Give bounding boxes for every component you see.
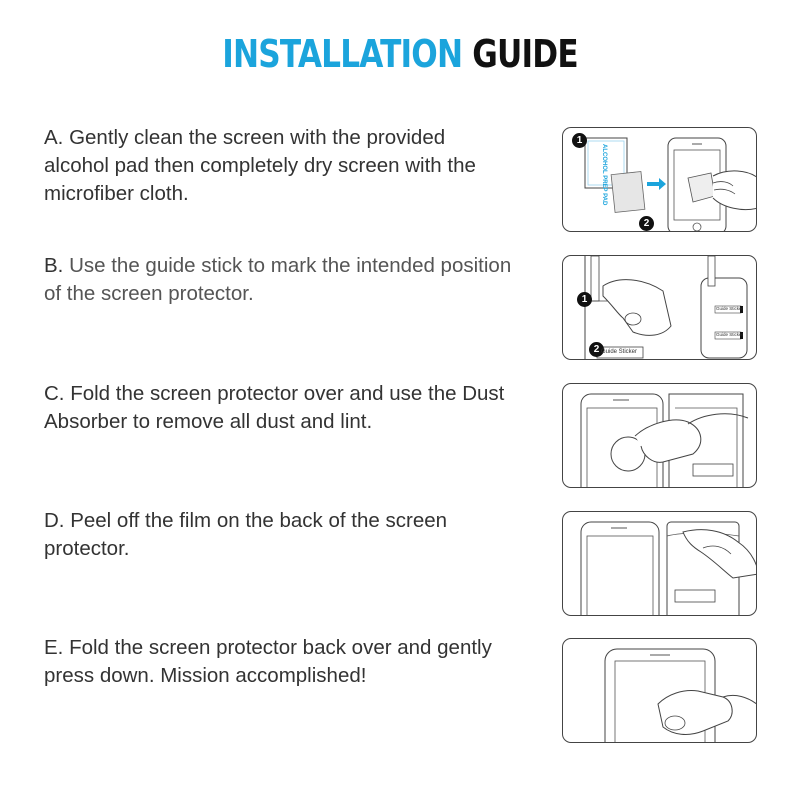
step-e-illustration bbox=[562, 638, 757, 743]
step-a-badge-2: 2 bbox=[639, 216, 654, 231]
step-b-illustration bbox=[562, 255, 757, 360]
step-e-letter: E. bbox=[44, 636, 64, 659]
step-a-text bbox=[44, 124, 514, 208]
step-e-text bbox=[44, 634, 514, 690]
step-a-letter: A. bbox=[44, 126, 64, 149]
step-a-badge-1: 1 bbox=[572, 133, 587, 148]
step-d-drawing bbox=[563, 512, 757, 616]
mark-label-top: Guide Sticker bbox=[716, 306, 744, 311]
alcohol-pad-label: ALCOHOL PREP PAD bbox=[601, 144, 607, 206]
title-accent: INSTALLATION bbox=[222, 32, 463, 76]
step-e-description: Fold the screen protector back over and gently press down. Mission accomplished! bbox=[44, 636, 492, 687]
step-a-illustration bbox=[562, 127, 757, 232]
step-c-illustration bbox=[562, 383, 757, 488]
step-c-text bbox=[44, 380, 514, 436]
title-main: GUIDE bbox=[472, 32, 578, 76]
step-b-text bbox=[44, 252, 514, 308]
step-a-drawing bbox=[563, 128, 757, 232]
mark-label-bottom: Guide Sticker bbox=[716, 332, 744, 337]
guide-sticker-label: Guide Sticker bbox=[601, 349, 638, 355]
page-title bbox=[72, 32, 728, 76]
step-b-description: Use the guide stick to mark the intended position of the screen protector. bbox=[44, 254, 512, 305]
arrow-icon bbox=[647, 178, 666, 190]
step-e-drawing bbox=[563, 639, 757, 743]
step-b-badge-2: 2 bbox=[589, 342, 604, 357]
step-d-letter: D. bbox=[44, 509, 65, 532]
step-c-letter: C. bbox=[44, 382, 65, 405]
step-d-illustration bbox=[562, 511, 757, 616]
step-a-description: Gently clean the screen with the provided alcohol pad then completely dry screen with the microfiber cloth. bbox=[44, 126, 476, 205]
step-d-description: Peel off the film on the back of the screen protector. bbox=[44, 509, 448, 560]
step-b-letter: B. bbox=[44, 254, 64, 277]
step-c-drawing bbox=[563, 384, 757, 488]
step-c-description: Fold the screen protector over and use the Dust Absorber to remove all dust and lint. bbox=[44, 382, 505, 433]
step-d-text bbox=[44, 507, 514, 563]
step-b-badge-1: 1 bbox=[577, 292, 592, 307]
